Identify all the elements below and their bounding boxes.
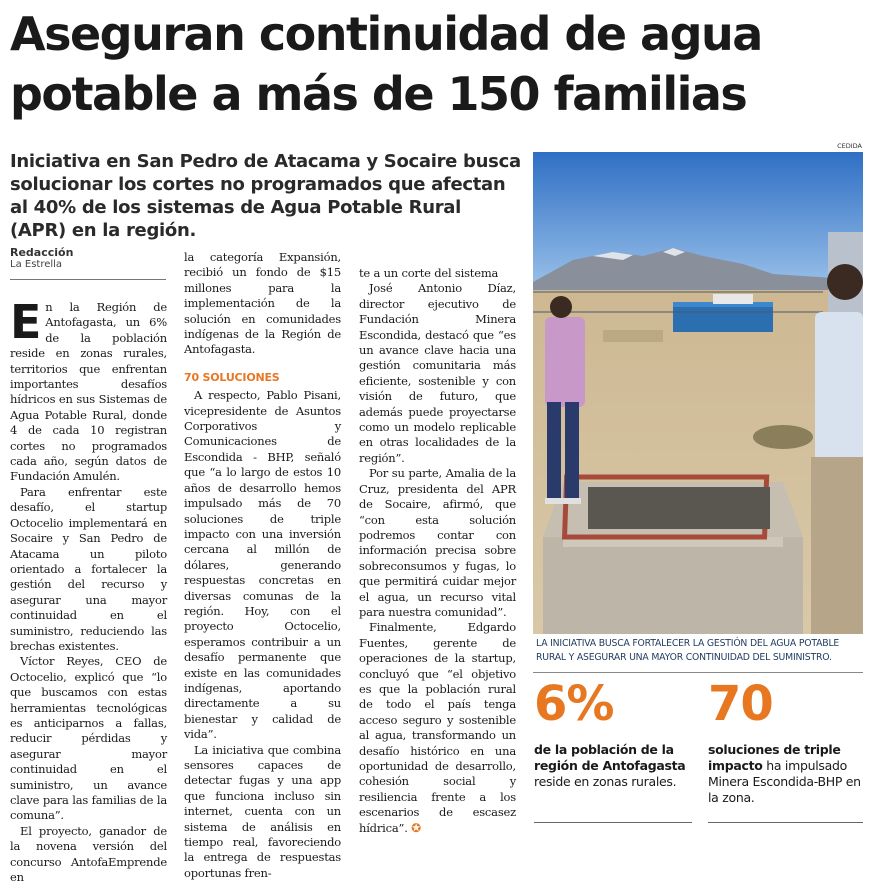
article-column-1	[10, 295, 167, 885]
dropcap: E	[10, 295, 42, 349]
article-column-2	[184, 250, 341, 881]
end-mark-icon: ✪	[411, 820, 421, 835]
stat-highlight: soluciones de triple impacto	[708, 742, 841, 773]
paragraph-text: n la Región de Antofagasta, un 6% de la población reside en zonas rurales, territorios que enfrentan importantes desafíos hídricos en sus Sistemas de Agua Potable Rural, donde 4 de cada 10 registran cortes no programados cada año, según datos de Fundación Amulén.	[10, 300, 167, 484]
paragraph: te a un corte del sistema	[359, 266, 499, 280]
paragraph: la categoría Expansión, recibió un fondo de $15 millones para la implementación de la solución en comunidades indígenas de la Región de Antofagasta.	[184, 250, 341, 357]
stat-rest: ha impulsado Minera Escondida-BHP en la zona.	[708, 758, 861, 805]
byline-author: Redacción	[10, 246, 74, 259]
stat-number: 70	[708, 676, 773, 732]
byline	[10, 246, 166, 270]
caption-divider	[533, 672, 863, 673]
byline-paper: La Estrella	[10, 259, 63, 270]
headline: Aseguran continuidad de agua potable a más de 150 familias	[10, 7, 762, 121]
paragraph: La iniciativa que combina sensores capaces de detectar fugas y una app que funciona incluso sin internet, cuenta con un sistema de análisis en tiempo real, favoreciendo la entrega de respuestas oportunas fren-	[184, 742, 341, 880]
stat-divider	[534, 822, 692, 823]
paragraph: Para enfrentar este desafío, el startup Octocelio implementará en Socaire y San Pedro de Atacama un piloto orientado a fortalecer la gestión del recurso y asegurar una mayor continuidad en el suministro, reduciendo las brechas existentes.	[10, 484, 167, 653]
paragraph: A respecto, Pablo Pisani, vicepresidente de Asuntos Corporativos y Comunicaciones de Escondida - BHP, señaló que “a lo largo de estos 10 años de desarrollo hemos impulsado más de 70 soluciones de triple impacto con una inversión cercana al millón de dólares, generando respuestas concretas en diversas comunas de la región. Hoy, con el proyecto Octocelio, esperamos contribuir a un desafío permanente que existe en las comunidades indígenas, aportando directamente a su bienestar y calidad de vida”.	[184, 388, 341, 742]
paragraph: Víctor Reyes, CEO de Octocelio, explicó que “lo que buscamos con estas herramientas tecnológicas es anticiparnos a fallas, reducir pérdidas y asegurar mayor continuidad en el suministro, un avance clave para las familias de la comuna”.	[10, 654, 167, 823]
paragraph: José Antonio Díaz, director ejecutivo de Fundación Minera Escondida, destacó que “es un avance clave hacia una gestión comunitaria más eficiente, sostenible y con visión de futuro, que además puede proyectarse como un modelo replicable en otras localidades de la región”.	[359, 281, 516, 465]
photo-illustration	[533, 152, 863, 634]
article-photo	[533, 152, 863, 634]
paragraph: Por su parte, Amalia de la Cruz, presidenta del APR de Socaire, afirmó, que “con esta solución podremos contar con información precisa sobre sobreconsumos y fugas, lo que permitirá cuidar mejor el agua, un recurso vital para nuestra comunidad”.	[359, 466, 516, 619]
stat-number: 6%	[534, 676, 614, 732]
byline-divider	[10, 279, 166, 280]
paragraph-text: Finalmente, Edgardo Fuentes, gerente de operaciones de la startup, concluyó que “el objetivo es que la población rural de todo el país tenga acceso seguro y sostenible al agua, transformando un desafío histórico en una oportunidad de desarrollo, cohesión social y resiliencia frente a los escenarios de escasez hídrica”.	[359, 620, 516, 835]
subhead: Iniciativa en San Pedro de Atacama y Socaire busca solucionar los cortes no programados que afectan al 40% de los sistemas de Agua Potable Rural (APR) en la región.	[10, 151, 521, 241]
paragraph: El proyecto, ganador de la novena versión del concurso AntofaEmprende en	[10, 823, 167, 885]
photo-caption: LA INICIATIVA BUSCA FORTALECER LA GESTIÓN DEL AGUA POTABLE RURAL Y ASEGURAR UNA MAYOR CONTINUIDAD DEL SUMINISTRO.	[536, 638, 840, 663]
stat-description	[708, 742, 863, 806]
section-title: 70 SOLUCIONES	[184, 370, 280, 384]
stat-description	[534, 742, 692, 790]
article-column-3	[359, 266, 516, 836]
stat-highlight: de la población de la región de Antofagasta	[534, 742, 686, 773]
paragraph	[359, 620, 516, 836]
stat-rest: reside en zonas rurales.	[534, 774, 677, 789]
paragraph	[10, 295, 167, 485]
stat-divider	[708, 822, 863, 823]
photo-credit: CEDIDA	[837, 142, 862, 150]
